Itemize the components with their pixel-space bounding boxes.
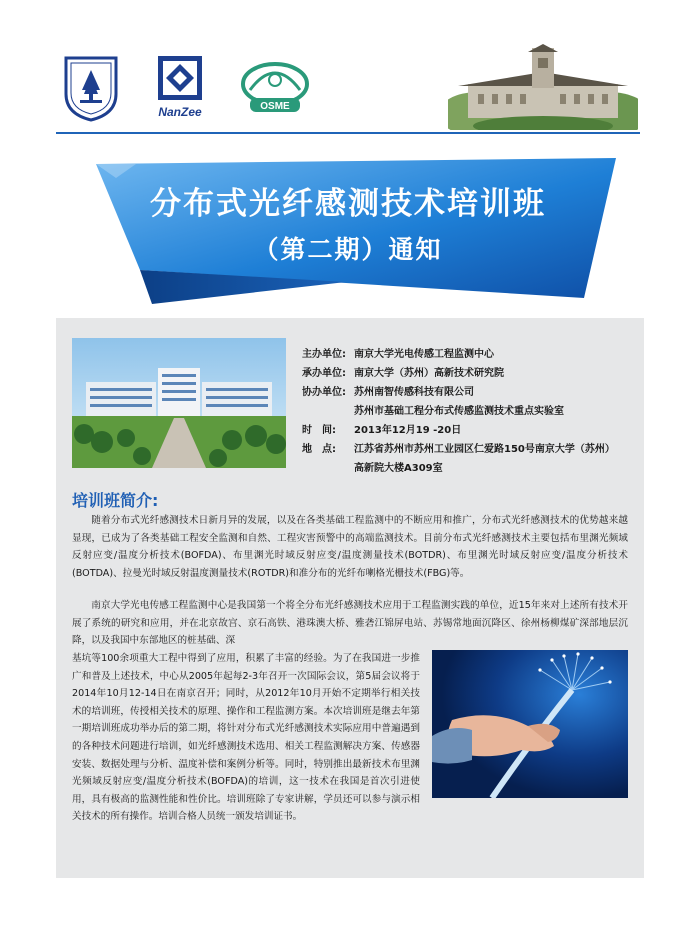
nanjing-university-logo: [62, 54, 120, 122]
location-value-2: 高新院大楼A309室: [354, 463, 443, 474]
info-location-cont: [302, 459, 642, 478]
svg-text:NanZee: NanZee: [158, 105, 202, 119]
organizer-label: 承办单位:: [302, 368, 346, 379]
host-value: 南京大学光电传感工程监测中心: [354, 349, 494, 360]
intro-paragraph-1: 随着分布式光纤感测技术日新月异的发展，以及在各类基础工程监测中的不断应用和推广，分布式光纤感测技术的优势越来越显现，已成为了各类基础工程安全监测和自然、工程灾害预警中的高端监测技术。目前分布式光纤感测技术主要包括布里渊光频域反射应变/温度分析技术(BOFDA)、布里渊光时域反射应变/温度测量技术(BOTDR)、布里渊光时域反射应变/温度分析技术(BOTDA)、拉曼光时域反射温度测量技术(ROTDR)和准分布的光纤布喇格光栅技术(FBG)等。: [72, 515, 628, 579]
campus-building-image: [448, 44, 638, 130]
time-label: 时 间:: [302, 425, 336, 436]
intro-heading: 培训班简介:: [72, 491, 159, 510]
info-time: [302, 421, 642, 440]
organizer-value: 南京大学（苏州）高新技术研究院: [354, 368, 504, 379]
host-label: 主办单位:: [302, 349, 346, 360]
header: [0, 0, 700, 140]
coorganizer-value-1: 苏州南智传感科技有限公司: [354, 387, 474, 398]
location-value-1: 江苏省苏州市苏州工业园区仁爱路150号南京大学（苏州）: [354, 444, 615, 455]
title-line-1: 分布式光纤感测技术培训班: [150, 186, 546, 222]
osme-logo: [236, 60, 314, 116]
optical-fiber-hand-image: [432, 650, 628, 798]
event-info: [302, 345, 642, 478]
info-host: [302, 345, 642, 364]
title-line-2: （第二期）通知: [253, 235, 443, 264]
info-coorganizer-cont: [302, 402, 642, 421]
info-coorganizer: [302, 383, 642, 402]
header-divider: [56, 132, 640, 134]
info-organizer: [302, 364, 642, 383]
svg-text:OSME: OSME: [260, 101, 290, 112]
coorganizer-value-2: 苏州市基础工程分布式传感监测技术重点实验室: [354, 406, 564, 417]
time-value: 2013年12月19 -20日: [354, 425, 462, 436]
intro-paragraph-3: 基坑等100余项重大工程中得到了应用，积累了丰富的经验。为了在我国进一步推广和普及上述技术，中心从2005年起每2-3年召开一次国际会议，第5届会议将于2014年10月12-14日在南京召开；同时，从2012年10月开始不定期举行相关技术的培训班，传授相关技术的原理、操作和工程监测方案。本次培训班是继去年第一期培训班成功举办后的第二期，将针对分布式光纤感测技术实际应用中普遍遇到的各种技术问题进行培训，如光纤感测技术选用、相关工程监测解决方案、传感器安装、数据处理与分析、温度补偿和案例分析等。同时，特别推出最新技术布里渊光频域反射应变/温度分析技术(BOFDA)的培训，这一技术在我国是首次引进使用，具有极高的监测性能和性价比。培训班除了专家讲解，学员还可以参与演示相关技术的所有操作。培训合格人员统一颁发培训证书。: [72, 653, 420, 823]
location-label: 地 点:: [302, 444, 336, 455]
intro-paragraph-2: 南京大学光电传感工程监测中心是我国第一个将全分布光纤感测技术应用于工程监测实践的单位，近15年来对上述所有技术开展了系统的研究和应用，并在北京故宫、京石高铁、港珠澳大桥、雅砻江锦屏电站、苏锡常地面沉降区、徐州杨柳煤矿深部地层沉降，以及我国中东部地区的桩基础、深: [72, 600, 628, 647]
nanzee-logo: [150, 54, 210, 122]
info-location: [302, 440, 642, 459]
coorganizer-label: 协办单位:: [302, 387, 346, 398]
campus-aerial-photo: [72, 338, 286, 468]
